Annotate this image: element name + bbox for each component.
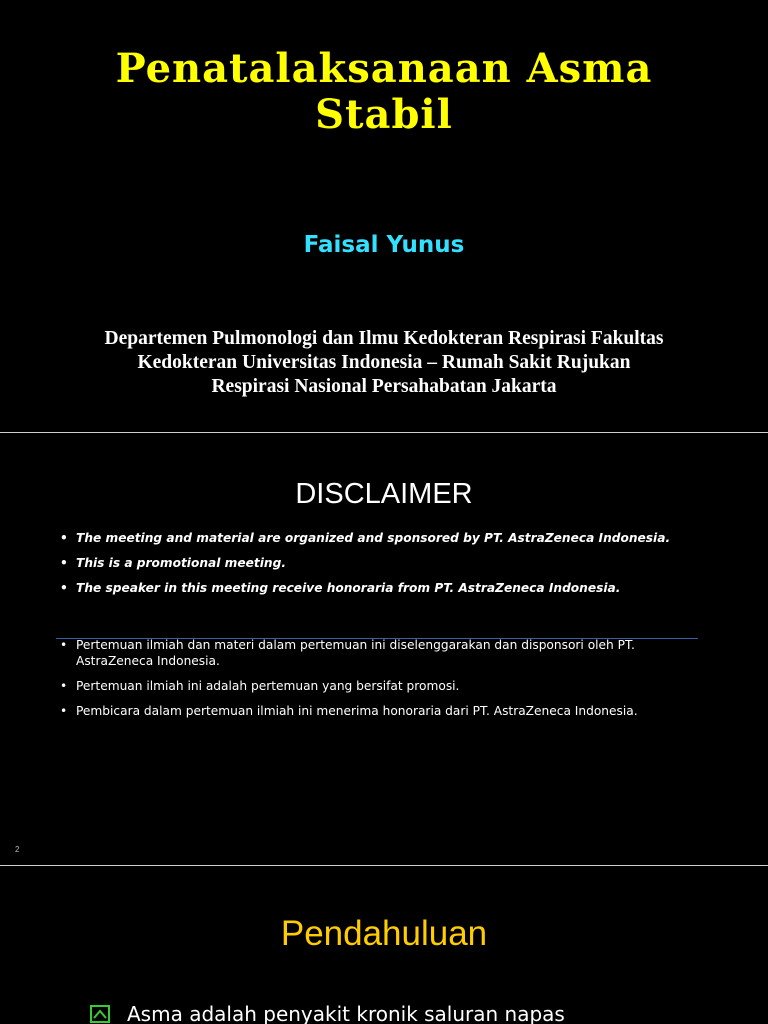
introduction-slide (0, 866, 768, 1024)
bullet-text: Asma adalah penyakit kronik saluran napas (127, 1002, 565, 1024)
disclaimer-title: DISCLAIMER (295, 478, 473, 510)
list-item (60, 530, 710, 546)
presentation-title (0, 46, 768, 138)
list-item (60, 555, 710, 571)
bullet-icon: • (60, 638, 68, 652)
list-item (60, 637, 710, 669)
bullet-text: Pertemuan ilmiah dan materi dalam pertemuan ini diselenggarakan dan disponsori oleh PT. AstraZeneca Indonesia. (76, 638, 635, 668)
affiliation-line-2: Kedokteran Universitas Indonesia – Rumah Sakit Rujukan (137, 352, 631, 373)
bullet-icon: • (60, 581, 68, 595)
title-line-2: Stabil (315, 91, 453, 138)
affiliation-line-3: Respirasi Nasional Persahabatan Jakarta (211, 376, 557, 397)
author-name: Faisal Yunus (303, 232, 465, 258)
title-line-1: Penatalaksanaan Asma (115, 45, 653, 92)
bullet-icon: • (60, 531, 68, 545)
introduction-title: Pendahuluan (280, 914, 488, 953)
bullet-icon: • (60, 556, 68, 570)
introduction-bullet (90, 1002, 565, 1024)
bullet-icon: • (60, 679, 68, 693)
list-item (60, 703, 710, 719)
bullet-icon: • (60, 704, 68, 718)
disclaimer-slide (0, 433, 768, 865)
affiliation-line-1: Departemen Pulmonologi dan Ilmu Kedokteran Respirasi Fakultas (104, 328, 664, 349)
title-slide (0, 0, 768, 432)
bullet-text: Pertemuan ilmiah ini adalah pertemuan yang bersifat promosi. (76, 679, 460, 693)
indonesian-disclaimer-list (60, 637, 710, 728)
bullet-text: Pembicara dalam pertemuan ilmiah ini menerima honoraria dari PT. AstraZeneca Indonesia. (76, 704, 638, 718)
list-item (60, 580, 710, 596)
page-number: 2 (15, 845, 20, 854)
bullet-text: This is a promotional meeting. (76, 556, 286, 570)
english-disclaimer-list (60, 530, 710, 605)
list-item (60, 678, 710, 694)
bullet-text: The meeting and material are organized and sponsored by PT. AstraZeneca Indonesia. (76, 531, 671, 545)
affiliation (40, 327, 728, 399)
bullet-text: The speaker in this meeting receive honoraria from PT. AstraZeneca Indonesia. (76, 581, 621, 595)
